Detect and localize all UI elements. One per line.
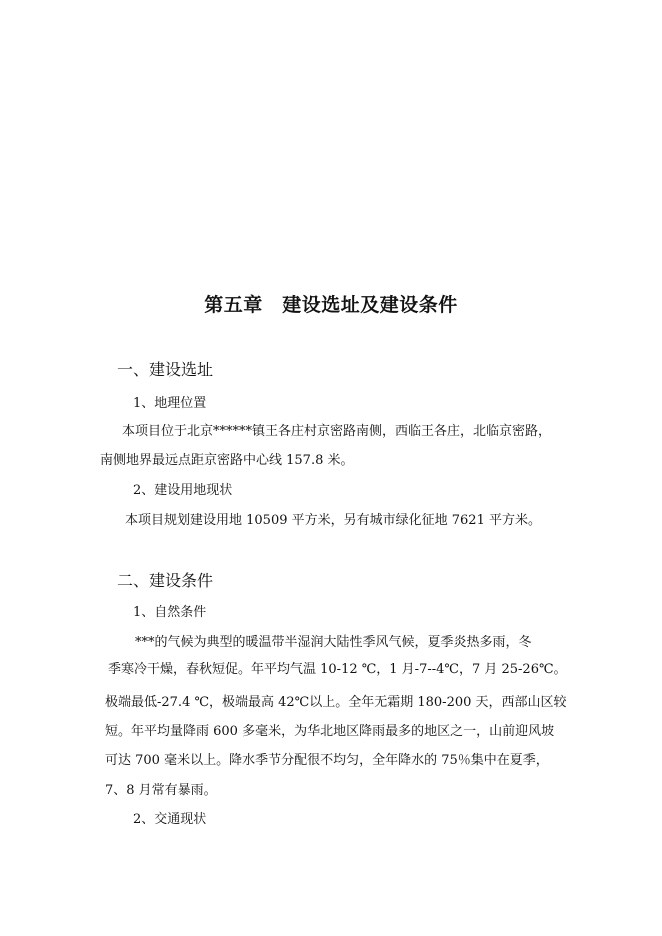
subsection-title-geographic-location: 1、地理位置 — [133, 396, 207, 411]
section-heading-site-selection: 一、建设选址 — [117, 360, 214, 379]
paragraph-line: 极端最低-27.4 ℃，极端最高 42℃以上。全年无霜期 180-200 天，西部山区较 — [105, 695, 567, 710]
paragraph-line: 南侧地界最远点距京密路中心线 157.8 米。 — [100, 453, 354, 468]
paragraph-line: 可达 700 毫米以上。降水季节分配很不均匀，全年降水的 75％集中在夏季， — [105, 753, 549, 768]
paragraph-line: 季寒冷干燥，春秋短促。年平均气温 10-12 ℃，1 月-7--4℃，7 月 25-26℃。 — [108, 662, 567, 677]
paragraph-line: 本项目位于北京******镇王各庄村京密路南侧，西临王各庄，北临京密路， — [122, 424, 552, 439]
paragraph-line: 短。年平均量降雨 600 多毫米，为华北地区降雨最多的地区之一，山前迎风坡 — [105, 724, 555, 739]
subsection-title-natural-conditions: 1、自然条件 — [133, 605, 207, 620]
chapter-title: 第五章 建设选址及建设条件 — [204, 294, 458, 316]
subsection-title-land-status: 2、建设用地现状 — [133, 483, 233, 498]
section-heading-construction-conditions: 二、建设条件 — [117, 571, 214, 590]
paragraph-line: ***的气候为典型的暖温带半湿润大陆性季风气候，夏季炎热多雨，冬 — [135, 635, 532, 650]
paragraph-line: 7、8 月常有暴雨。 — [105, 783, 217, 798]
subsection-title-transportation: 2、交通现状 — [133, 812, 207, 827]
paragraph-line: 本项目规划建设用地 10509 平方米，另有城市绿化征地 7621 平方米。 — [125, 513, 541, 528]
